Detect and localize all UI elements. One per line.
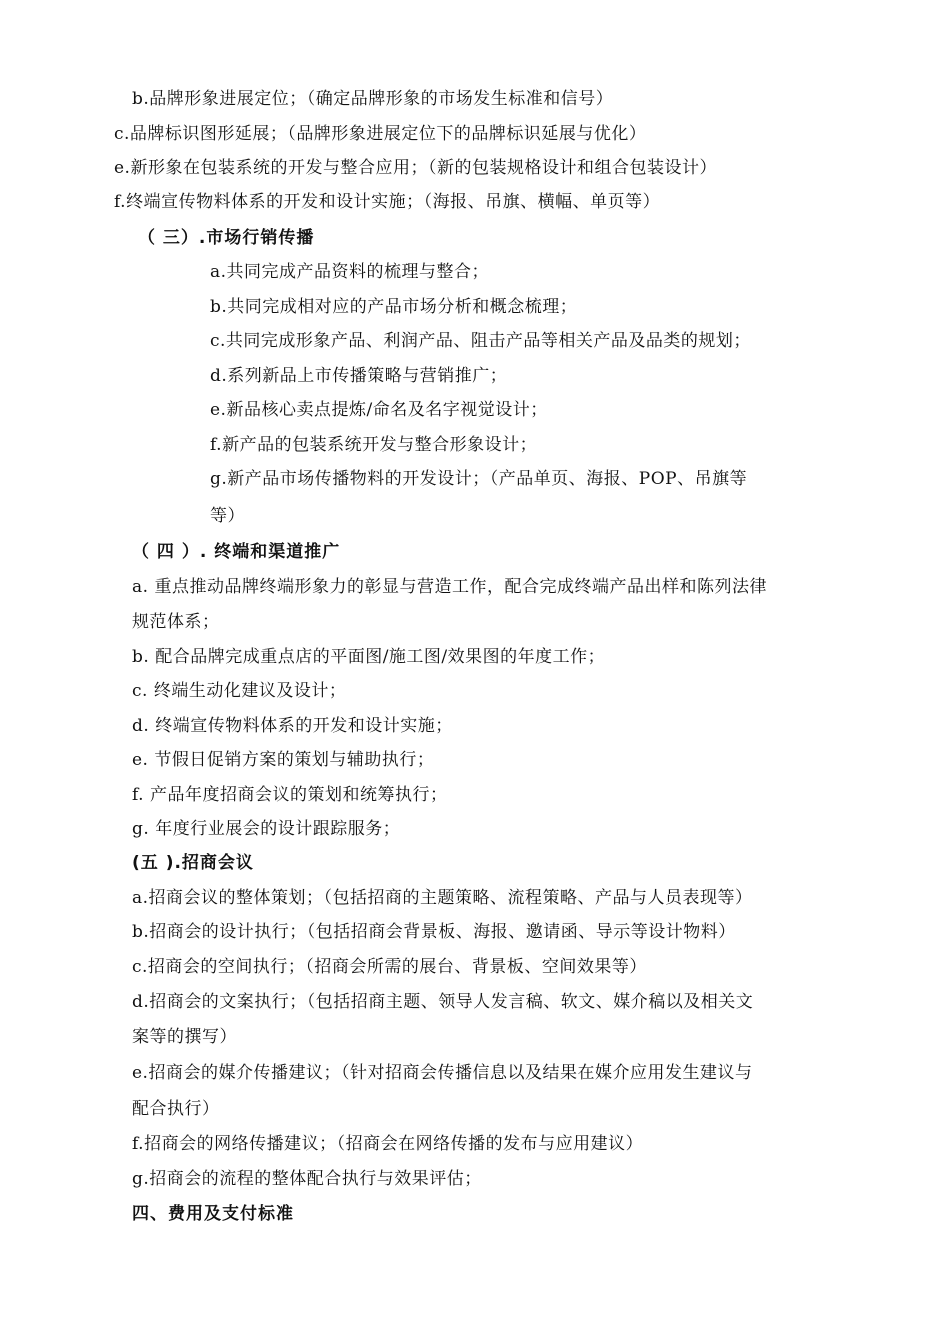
list-item-continuation: 案等的撰写） (132, 1027, 237, 1047)
list-item: f.新产品的包装系统开发与整合形象设计； (210, 435, 538, 455)
list-item: e.新品核心卖点提炼/命名及名字视觉设计； (210, 400, 548, 420)
list-item: b.共同完成相对应的产品市场分析和概念梳理； (210, 297, 578, 317)
list-item-continuation: 配合执行） (132, 1099, 220, 1119)
list-item-continuation: 等） (210, 506, 245, 526)
list-item: e.招商会的媒介传播建议；（针对招商会传播信息以及结果在媒介应用发生建议与 (132, 1063, 753, 1083)
list-item: g.招商会的流程的整体配合执行与效果评估； (132, 1169, 482, 1189)
list-item: d.招商会的文案执行；（包括招商主题、领导人发言稿、软文、媒介稿以及相关文 (132, 992, 754, 1012)
list-item: e.新形象在包装系统的开发与整合应用；（新的包装规格设计和组合包装设计） (114, 158, 717, 178)
section-heading-fees: 四、费用及支付标准 (132, 1204, 294, 1224)
list-item: f.招商会的网络传播建议；（招商会在网络传播的发布与应用建议） (132, 1134, 644, 1154)
list-item: c.共同完成形象产品、利润产品、阻击产品等相关产品及品类的规划； (210, 331, 751, 351)
list-item: g.新产品市场传播物料的开发设计；（产品单页、海报、POP、吊旗等 (210, 469, 748, 489)
list-item: c.品牌标识图形延展；（品牌形象进展定位下的品牌标识延展与优化） (114, 124, 647, 144)
list-item: c.招商会的空间执行；（招商会所需的展台、背景板、空间效果等） (132, 957, 647, 977)
section-heading-investment-meeting: (五 ).招商会议 (132, 853, 254, 873)
section-heading-marketing: （ 三）.市场行销传播 (138, 228, 315, 248)
list-item: f.终端宣传物料体系的开发和设计实施；（海报、吊旗、横幅、单页等） (114, 192, 661, 212)
list-item: b.品牌形象进展定位；（确定品牌形象的市场发生标准和信号） (132, 89, 614, 109)
list-item: a.招商会议的整体策划；（包括招商的主题策略、流程策略、产品与人员表现等） (132, 888, 753, 908)
list-item: g. 年度行业展会的设计跟踪服务； (132, 819, 401, 839)
list-item-continuation: 规范体系； (132, 612, 220, 632)
list-item: d.系列新品上市传播策略与营销推广； (210, 366, 508, 386)
list-item: c. 终端生动化建议及设计； (132, 681, 347, 701)
list-item: d. 终端宣传物料体系的开发和设计实施； (132, 716, 453, 736)
list-item: f. 产品年度招商会议的策划和统筹执行； (132, 785, 448, 805)
list-item: a. 重点推动品牌终端形象力的彰显与营造工作，配合完成终端产品出样和陈列法律 (132, 577, 767, 597)
list-item: b. 配合品牌完成重点店的平面图/施工图/效果图的年度工作； (132, 647, 606, 667)
list-item: e. 节假日促销方案的策划与辅助执行； (132, 750, 435, 770)
list-item: b.招商会的设计执行；（包括招商会背景板、海报、邀请函、导示等设计物料） (132, 922, 736, 942)
section-heading-terminal: （ 四 ）. 终端和渠道推广 (132, 542, 341, 562)
list-item: a.共同完成产品资料的梳理与整合； (210, 262, 490, 282)
